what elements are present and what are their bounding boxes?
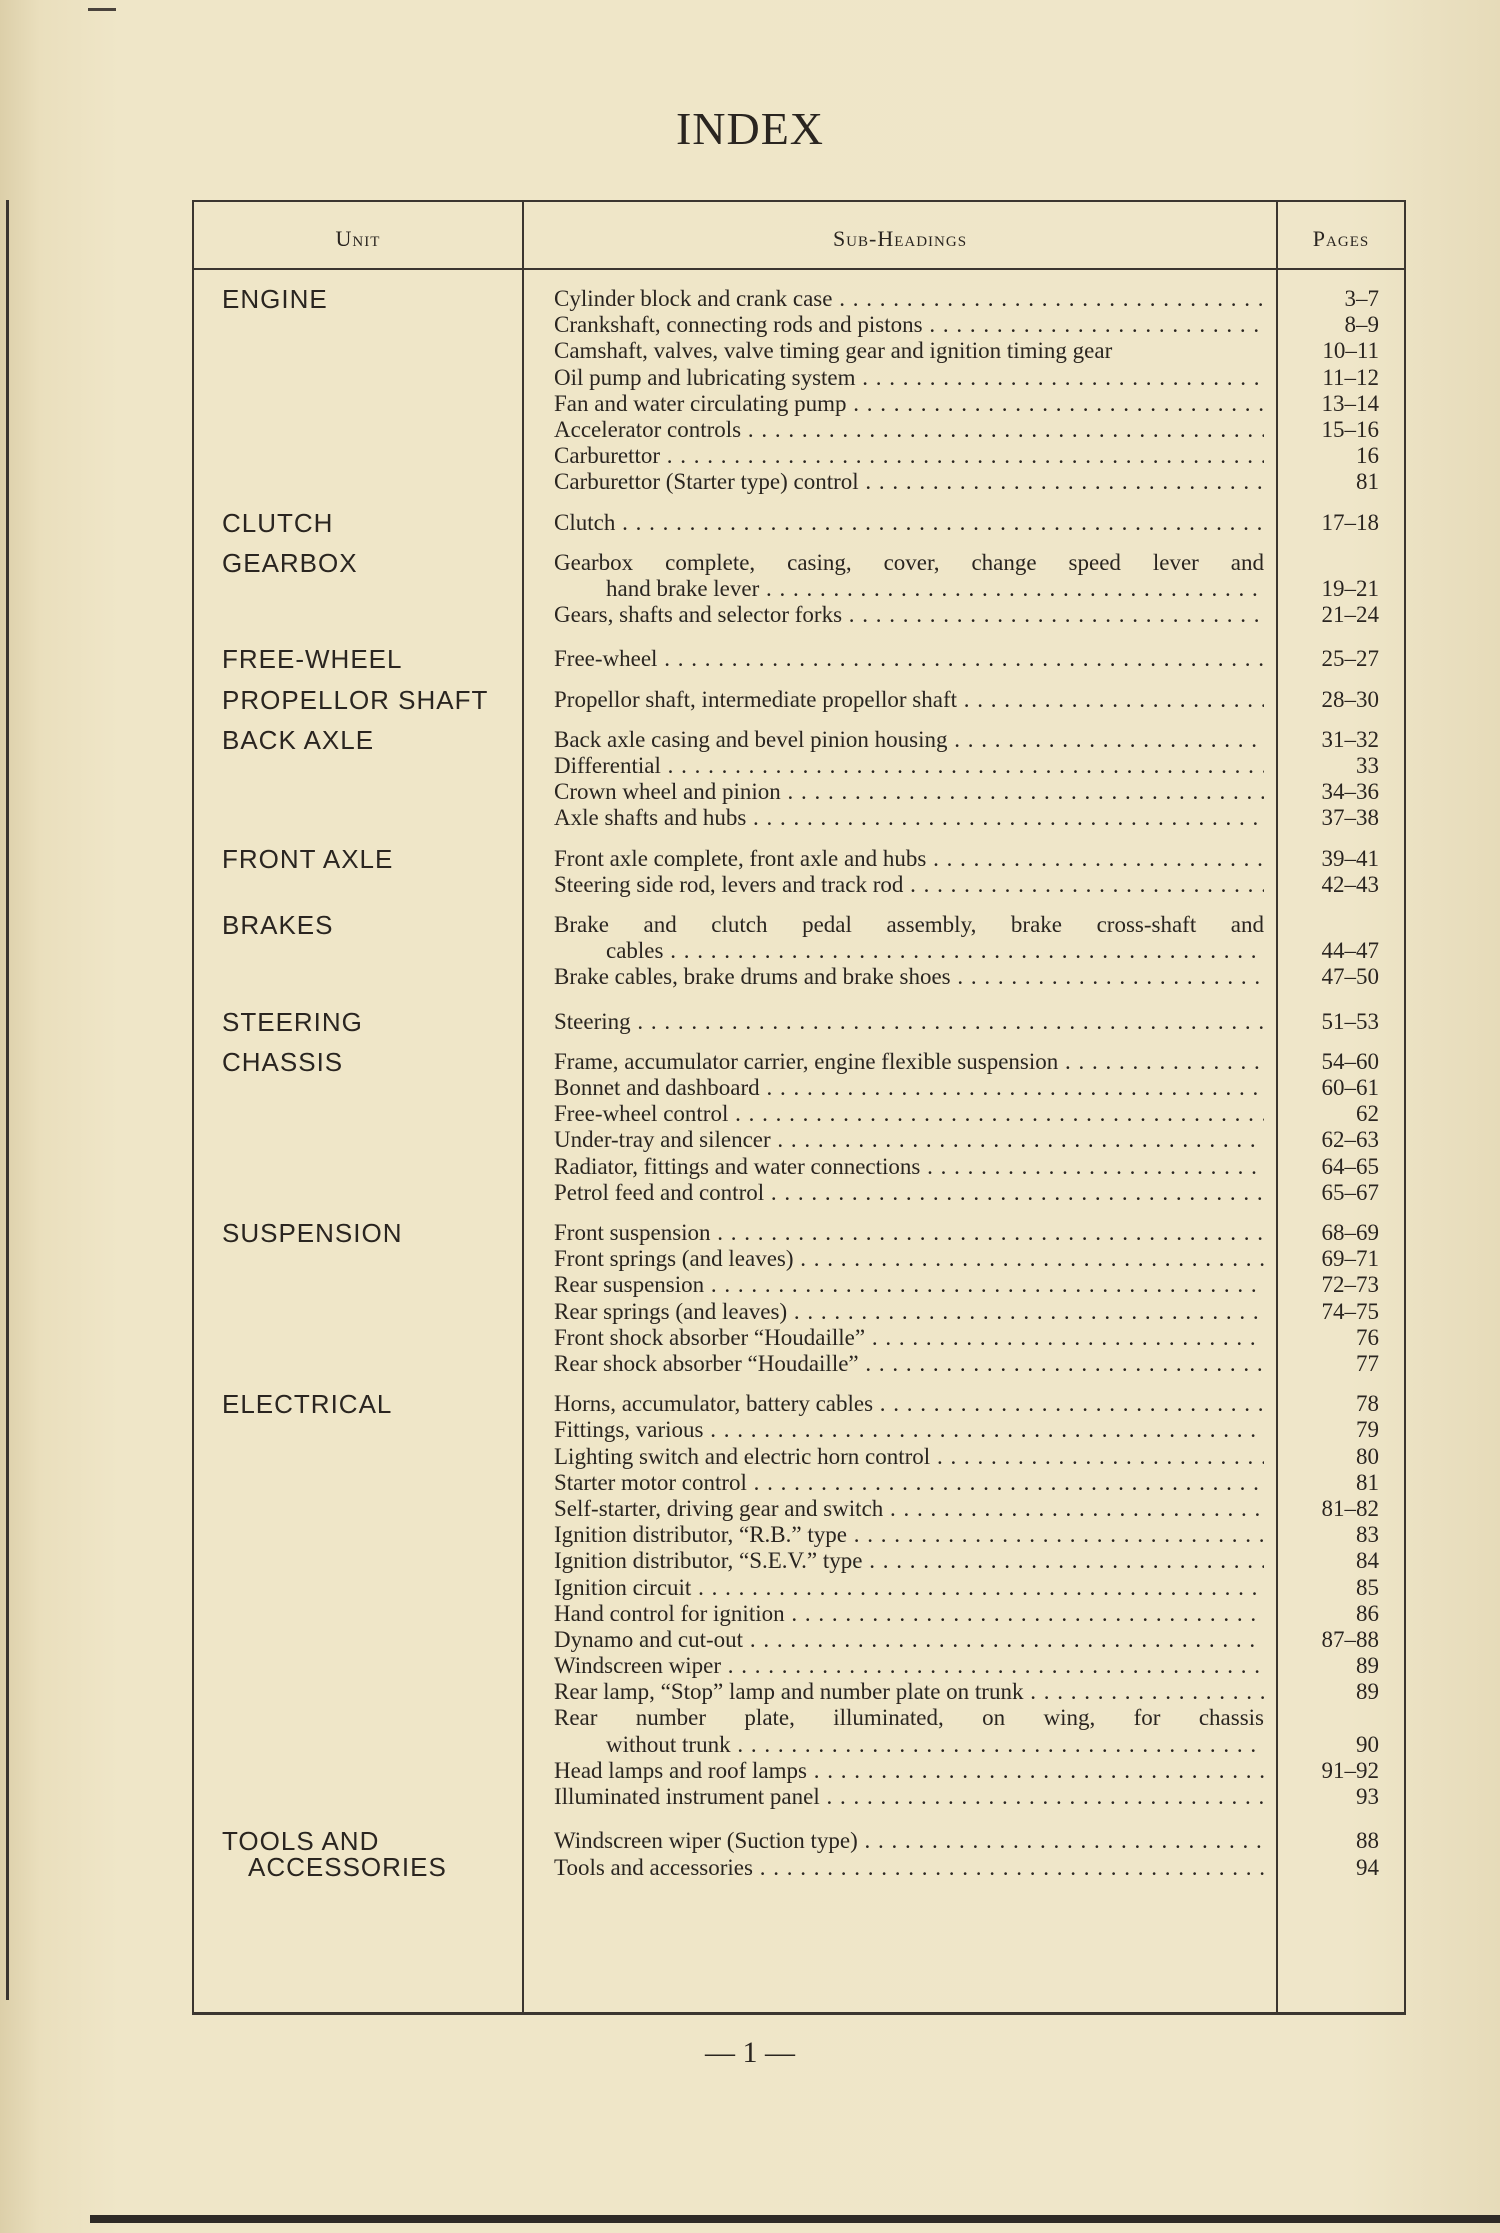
- sub-heading-text: Frame, accumulator carrier, engine flexible suspension . . .: [554, 1049, 1264, 1075]
- page-range: 11–12: [1322, 364, 1379, 390]
- unit-name-line: STEERING: [222, 1006, 363, 1037]
- sub-heading-text: Hand control for ignition . . .: [554, 1601, 1264, 1627]
- page-column: [1289, 646, 1379, 672]
- page-range: 25–27: [1321, 646, 1379, 672]
- sub-heading-text: Lighting switch and electric horn control . . .: [554, 1444, 1264, 1470]
- page-range: 3–7: [1344, 286, 1379, 311]
- sub-heading-text: Steering side rod, levers and track rod . . .: [554, 872, 1264, 898]
- sub-heading-line: [554, 1496, 1264, 1522]
- sub-heading-text: Free-wheel control . . .: [554, 1101, 1264, 1127]
- sub-heading-list: [554, 1009, 1264, 1035]
- unit-name: [222, 1046, 522, 1077]
- sub-heading-text: Brake cables, brake drums and brake shoes . . .: [554, 964, 1264, 990]
- sub-heading-line: [554, 1417, 1264, 1443]
- page-column: [1289, 1220, 1379, 1377]
- sub-heading-text: Petrol feed and control . . .: [554, 1180, 1264, 1206]
- page-column: [1289, 1009, 1379, 1035]
- sub-heading-text: Windscreen wiper (Suction type) . . .: [554, 1828, 1264, 1854]
- sub-heading-text: Rear suspension . . .: [554, 1272, 1264, 1298]
- sub-heading-line: [554, 443, 1264, 469]
- page-range: 90: [1356, 1731, 1379, 1757]
- sub-heading-line: [554, 846, 1264, 872]
- sub-heading-text: Oil pump and lubricating system . . .: [554, 365, 1264, 391]
- sub-heading-line: [554, 1049, 1264, 1075]
- sub-heading-text: Rear springs (and leaves) . . .: [554, 1299, 1264, 1325]
- sub-heading-text: Back axle casing and bevel pinion housing . . .: [554, 727, 1264, 753]
- sub-heading-line: [554, 1351, 1264, 1377]
- sub-heading-text: Fittings, various . . .: [554, 1417, 1264, 1443]
- sub-heading-line: [554, 779, 1264, 805]
- sub-heading-text: Starter motor control . . .: [554, 1470, 1264, 1496]
- unit-name-line: ELECTRICAL: [222, 1389, 393, 1420]
- unit-name-line: FREE-WHEEL: [222, 644, 403, 675]
- sub-heading-line: [554, 646, 1264, 672]
- page-column: [1289, 1828, 1379, 1880]
- unit-name-line: SUSPENSION: [222, 1218, 403, 1248]
- page-range: 94: [1356, 1854, 1379, 1880]
- unit-name: [222, 286, 522, 312]
- sub-heading-line: [554, 1391, 1264, 1417]
- column-rule-2: [1276, 202, 1278, 2012]
- sub-heading-text: Ignition distributor, “S.E.V.” type . . .: [554, 1548, 1264, 1574]
- sub-heading-text: Horns, accumulator, battery cables . . .: [554, 1391, 1264, 1417]
- sub-heading-text: Rear number plate, illuminated, on wing, for chassis: [554, 1705, 1264, 1731]
- sub-heading-text: Cylinder block and crank case . . .: [554, 286, 1264, 312]
- page-column: [1289, 286, 1379, 496]
- page-range: [1289, 1705, 1379, 1731]
- sub-heading-text: Camshaft, valves, valve timing gear and ignition timing gear: [554, 338, 1113, 364]
- sub-heading-line: [554, 550, 1264, 576]
- sub-heading-text: Clutch . . .: [554, 510, 1264, 536]
- sub-heading-line: [554, 687, 1264, 713]
- page-range: 81: [1356, 469, 1379, 495]
- page-range: 17–18: [1321, 509, 1379, 535]
- sub-heading-line: [554, 1220, 1264, 1246]
- unit-name: [222, 1006, 522, 1037]
- page-range: 69–71: [1321, 1246, 1379, 1272]
- page-range: 89: [1356, 1653, 1379, 1679]
- sub-heading-list: [554, 646, 1264, 672]
- page-range: 81–82: [1321, 1495, 1379, 1521]
- sub-heading-line: [554, 286, 1264, 312]
- sub-heading-line: [554, 338, 1264, 364]
- page-range: 8–9: [1344, 312, 1379, 338]
- unit-name: [222, 912, 522, 938]
- page-range: 78: [1356, 1391, 1379, 1417]
- sub-heading-text: Rear lamp, “Stop” lamp and number plate on trunk . . .: [554, 1679, 1264, 1705]
- sub-heading-text: Ignition circuit . . .: [554, 1575, 1264, 1601]
- sub-heading-text: Fan and water circulating pump . . .: [554, 391, 1264, 417]
- sub-heading-line: [554, 1732, 1264, 1758]
- sub-heading-line: [554, 1601, 1264, 1627]
- page-range: 87–88: [1321, 1626, 1379, 1652]
- sub-heading-line: [554, 1784, 1264, 1810]
- page-range: 19–21: [1321, 575, 1379, 601]
- page-range: 33: [1356, 752, 1379, 778]
- sub-heading-text: Steering . . .: [554, 1009, 1264, 1035]
- page-range: 34–36: [1321, 779, 1379, 805]
- sub-heading-line: [554, 1246, 1264, 1272]
- sub-heading-text: Gears, shafts and selector forks . . .: [554, 602, 1264, 628]
- sub-heading-list: [554, 1049, 1264, 1206]
- header-unit: Unit: [335, 226, 381, 251]
- unit-name-line: CHASSIS: [222, 1046, 344, 1077]
- sub-heading-line: [554, 1154, 1264, 1180]
- sub-heading-text: Front shock absorber “Houdaille” . . .: [554, 1325, 1264, 1351]
- unit-name-line: TOOLS AND: [222, 1826, 380, 1857]
- sub-heading-text: Differential . . .: [554, 753, 1264, 779]
- sub-heading-text: Carburettor . . .: [554, 443, 1264, 469]
- sub-heading-text: Windscreen wiper . . .: [554, 1653, 1264, 1679]
- unit-name: [222, 644, 522, 675]
- unit-name-line: ACCESSORIES: [248, 1852, 447, 1883]
- sub-heading-line: [554, 1828, 1264, 1854]
- sub-heading-line: [554, 1180, 1264, 1206]
- page-range: 74–75: [1321, 1298, 1379, 1324]
- sub-heading-line: [554, 872, 1264, 898]
- page-range: [1289, 550, 1379, 576]
- unit-name: [222, 843, 522, 874]
- sub-heading-text: hand brake lever . . .: [554, 576, 1264, 602]
- sub-heading-line: [554, 1470, 1264, 1496]
- page-column: [1289, 550, 1379, 629]
- corner-mark: [88, 8, 116, 11]
- page-column: [1289, 912, 1379, 991]
- sub-heading-line: [554, 1272, 1264, 1298]
- sub-heading-line: [554, 1325, 1264, 1351]
- sub-heading-text: Propellor shaft, intermediate propellor shaft . . .: [554, 687, 1264, 713]
- sub-heading-list: [554, 687, 1264, 713]
- page-column: [1289, 510, 1379, 536]
- sub-heading-text: Axle shafts and hubs . . .: [554, 805, 1264, 831]
- sub-heading-text: Crown wheel and pinion . . .: [554, 779, 1264, 805]
- page-range: 13–14: [1321, 390, 1379, 416]
- sub-heading-text: Radiator, fittings and water connections . . .: [554, 1154, 1264, 1180]
- header-pages: Pages: [1312, 226, 1370, 251]
- page-range: 15–16: [1321, 416, 1379, 442]
- page-range: 93: [1356, 1784, 1379, 1809]
- sub-heading-line: [554, 469, 1264, 495]
- sub-heading-line: [554, 805, 1264, 831]
- page-range: 88: [1356, 1828, 1379, 1854]
- sub-heading-line: [554, 365, 1264, 391]
- sub-heading-line: [554, 753, 1264, 779]
- sub-heading-text: Carburettor (Starter type) control . . .: [554, 469, 1264, 495]
- unit-name: [222, 507, 522, 538]
- sub-heading-line: [554, 912, 1264, 938]
- sub-heading-list: [554, 727, 1264, 832]
- page-range: 37–38: [1321, 805, 1379, 831]
- sub-heading-line: [554, 1548, 1264, 1574]
- page-range: 47–50: [1321, 964, 1379, 990]
- unit-name: [222, 684, 522, 715]
- unit-name-line: BRAKES: [222, 910, 334, 940]
- page-range: 89: [1356, 1679, 1379, 1705]
- page-range: 83: [1356, 1522, 1379, 1548]
- page-range: 86: [1356, 1600, 1379, 1626]
- page-range: 65–67: [1321, 1179, 1379, 1205]
- page-number: — 1 —: [705, 2036, 795, 2069]
- sub-heading-line: [554, 312, 1264, 338]
- sub-heading-list: [554, 510, 1264, 536]
- unit-name: [222, 724, 522, 755]
- page-range: [1289, 912, 1379, 938]
- unit-name: [222, 1220, 522, 1246]
- page-range: 60–61: [1321, 1074, 1379, 1100]
- unit-name: [222, 547, 522, 578]
- sub-heading-line: [554, 1627, 1264, 1653]
- sub-heading-line: [554, 1705, 1264, 1731]
- sub-heading-line: [554, 1575, 1264, 1601]
- page-column: [1289, 846, 1379, 898]
- page-bottom-edge: [90, 2215, 1500, 2223]
- page-range: 54–60: [1321, 1048, 1379, 1074]
- page-range: 77: [1356, 1350, 1379, 1376]
- unit-name-line: FRONT AXLE: [222, 843, 394, 874]
- page-range: 62–63: [1321, 1127, 1379, 1153]
- sub-heading-line: [554, 1127, 1264, 1153]
- sub-heading-line: [554, 1009, 1264, 1035]
- page-column: [1289, 1049, 1379, 1206]
- page-range: 79: [1356, 1417, 1379, 1443]
- page-range: 62: [1356, 1101, 1379, 1127]
- sub-heading-text: Crankshaft, connecting rods and pistons . . .: [554, 312, 1264, 338]
- page-range: 10–11: [1322, 338, 1379, 364]
- sub-heading-text: Rear shock absorber “Houdaille” . . .: [554, 1351, 1264, 1377]
- page-range: 16: [1356, 443, 1379, 469]
- sub-heading-line: [554, 576, 1264, 602]
- sub-heading-line: [554, 727, 1264, 753]
- unit-name: [222, 1389, 522, 1420]
- sub-heading-text: without trunk . . .: [554, 1732, 1264, 1758]
- sub-heading-text: Tools and accessories . . .: [554, 1855, 1264, 1881]
- sub-heading-list: [554, 1220, 1264, 1377]
- sub-heading-line: [554, 964, 1264, 990]
- sub-heading-text: Under-tray and silencer . . .: [554, 1127, 1264, 1153]
- header-rule: [194, 268, 1404, 270]
- sub-heading-text: cables . . .: [554, 938, 1264, 964]
- unit-name-line: ENGINE: [222, 284, 328, 314]
- sub-heading-line: [554, 417, 1264, 443]
- column-rule-1: [522, 202, 524, 2012]
- page-range: 31–32: [1321, 726, 1379, 752]
- page-range: 72–73: [1321, 1272, 1379, 1298]
- sub-heading-text: Dynamo and cut-out . . .: [554, 1627, 1264, 1653]
- sub-heading-text: Head lamps and roof lamps . . .: [554, 1758, 1264, 1784]
- sub-heading-text: Front springs (and leaves) . . .: [554, 1246, 1264, 1272]
- sub-heading-list: [554, 550, 1264, 629]
- page-title: INDEX: [675, 103, 825, 154]
- page-range: 44–47: [1321, 938, 1379, 964]
- page-range: 91–92: [1321, 1757, 1379, 1783]
- index-table: [192, 200, 1406, 2015]
- sub-heading-line: [554, 1522, 1264, 1548]
- sub-heading-text: Free-wheel . . .: [554, 646, 1264, 672]
- sub-heading-text: Bonnet and dashboard . . .: [554, 1075, 1264, 1101]
- sub-heading-line: [554, 1855, 1264, 1881]
- sub-heading-line: [554, 1075, 1264, 1101]
- sub-heading-line: [554, 602, 1264, 628]
- unit-name-line: GEARBOX: [222, 547, 358, 578]
- sub-heading-list: [554, 846, 1264, 898]
- page-range: 84: [1356, 1548, 1379, 1574]
- page-range: 68–69: [1321, 1220, 1379, 1245]
- unit-name-line: BACK AXLE: [222, 724, 375, 755]
- sub-heading-list: [554, 912, 1264, 991]
- page-range: 81: [1356, 1469, 1379, 1495]
- sub-heading-text: Illuminated instrument panel . . .: [554, 1784, 1264, 1810]
- header-sub-headings: Sub-Headings: [832, 226, 968, 251]
- page-range: 76: [1356, 1324, 1379, 1350]
- unit-name-line: CLUTCH: [222, 507, 334, 538]
- unit-name-line: PROPELLOR SHAFT: [222, 684, 489, 715]
- sub-heading-line: [554, 1101, 1264, 1127]
- page-range: 28–30: [1321, 686, 1379, 712]
- sub-heading-text: Gearbox complete, casing, cover, change speed lever and: [554, 549, 1264, 575]
- sub-heading-line: [554, 1444, 1264, 1470]
- sub-heading-list: [554, 1391, 1264, 1810]
- binding-edge: [0, 200, 9, 2000]
- page-range: 42–43: [1321, 871, 1379, 897]
- sub-heading-text: Front axle complete, front axle and hubs . . .: [554, 846, 1264, 872]
- sub-heading-text: Brake and clutch pedal assembly, brake cross-shaft and: [554, 912, 1264, 937]
- sub-heading-text: Ignition distributor, “R.B.” type . . .: [554, 1522, 1264, 1548]
- sub-heading-line: [554, 938, 1264, 964]
- sub-heading-text: Front suspension . . .: [554, 1220, 1264, 1246]
- page-column: [1289, 727, 1379, 832]
- sub-heading-line: [554, 1299, 1264, 1325]
- page-range: 51–53: [1321, 1008, 1379, 1034]
- page-range: 64–65: [1321, 1153, 1379, 1179]
- page-range: 80: [1356, 1443, 1379, 1469]
- page-column: [1289, 1391, 1379, 1810]
- page-range: 39–41: [1321, 845, 1379, 871]
- sub-heading-list: [554, 286, 1264, 496]
- sub-heading-text: Accelerator controls . . .: [554, 417, 1264, 443]
- page-column: [1289, 687, 1379, 713]
- sub-heading-text: Self-starter, driving gear and switch . . .: [554, 1496, 1264, 1522]
- sub-heading-line: [554, 1758, 1264, 1784]
- unit-name: [222, 1826, 522, 1883]
- sub-heading-line: [554, 391, 1264, 417]
- sub-heading-line: [554, 1679, 1264, 1705]
- page-range: 21–24: [1321, 602, 1379, 628]
- sub-heading-line: [554, 1653, 1264, 1679]
- sub-heading-line: [554, 510, 1264, 536]
- sub-heading-list: [554, 1828, 1264, 1880]
- page-range: 85: [1356, 1574, 1379, 1600]
